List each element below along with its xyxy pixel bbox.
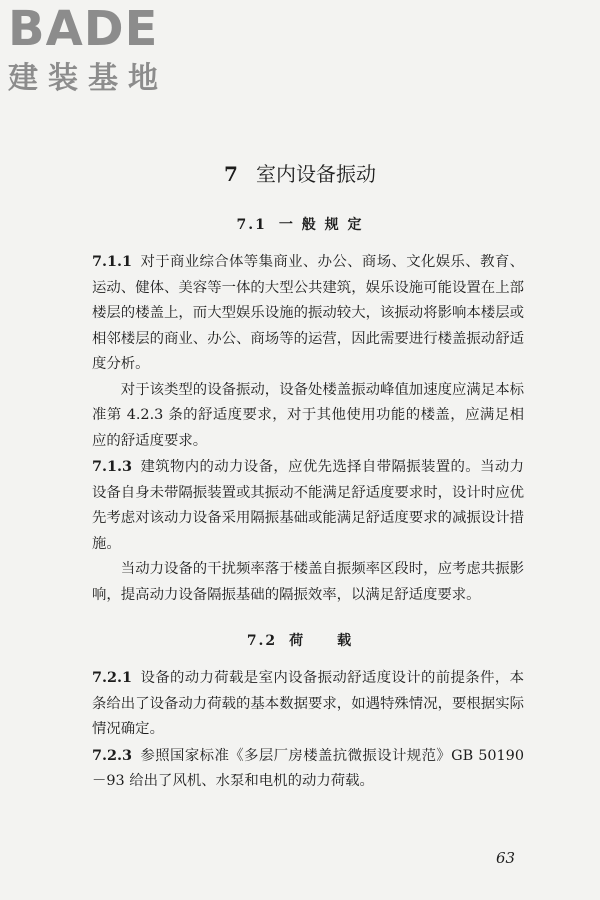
logo <box>8 1 198 98</box>
paragraph-text: 当动力设备的干扰频率落于楼盖自振频率区段时，应考虑共振影响，提高动力设备隔振基础的隔振效率，以满足舒适度要求。 <box>92 561 524 603</box>
logo-brand: BADE <box>8 1 159 57</box>
paragraph-7-2-3 <box>92 743 524 795</box>
clause-number: 7.1.1 <box>92 253 133 270</box>
section-number: 7.2 <box>246 633 278 649</box>
paragraph-text: 设备的动力荷载是室内设备振动舒适度设计的前提条件，本条给出了设备动力荷载的基本数据要求，如遇特殊情况，要根据实际情况确定。 <box>92 670 524 737</box>
section-title-text: 荷 载 <box>289 633 354 649</box>
paragraph-7-1-3-continued <box>92 557 524 608</box>
section-title-text: 一 般 规 定 <box>278 217 364 233</box>
section-body-7-2 <box>92 665 524 795</box>
section-number: 7.1 <box>236 217 267 233</box>
paragraph-7-1-1 <box>92 249 524 378</box>
clause-number: 7.2.3 <box>92 746 133 764</box>
paragraph-text: 对于商业综合体等集商业、办公、商场、文化娱乐、教育、运动、健体、美容等一体的大型公共建筑，娱乐设施可能设置在上部楼层的楼盖上，而大型娱乐设施的振动较大，该振动将影响本楼层或相邻楼层的商业、办公、商场等的运营，因此需要进行楼盖振动舒适度分析。 <box>92 254 524 372</box>
section-title-7-2 <box>0 630 600 650</box>
page-number: 63 <box>496 849 516 867</box>
paragraph-7-1-1-continued <box>92 378 524 455</box>
paragraph-text: 参照国家标准《多层厂房楼盖抗微振设计规范》GB 50190－93 给出了风机、水泵和电机的动力荷载。 <box>92 747 524 789</box>
paragraph-7-1-3 <box>92 454 524 557</box>
chapter-title-text: 室内设备振动 <box>255 162 376 186</box>
chapter-number: 7 <box>224 162 238 186</box>
logo-subtitle: 建装基地 <box>8 61 168 96</box>
chapter-title <box>0 158 600 187</box>
paragraph-7-2-1 <box>92 665 524 743</box>
section-title-7-1 <box>0 214 600 234</box>
paragraph-text: 对于该类型的设备振动，设备处楼盖振动峰值加速度应满足本标准第 4.2.3 条的舒适度要求，对于其他使用功能的楼盖，应满足相应的舒适度要求。 <box>92 381 524 449</box>
clause-number: 7.2.1 <box>92 669 133 686</box>
clause-number: 7.1.3 <box>92 458 133 475</box>
section-body-7-1 <box>92 249 524 608</box>
paragraph-text: 建筑物内的动力设备，应优先选择自带隔振装置的。当动力设备自身未带隔振装置或其振动不能满足舒适度要求时，设计时应优先考虑对该动力设备采用隔振基础或能满足舒适度要求的减振设计措施。 <box>92 459 524 552</box>
